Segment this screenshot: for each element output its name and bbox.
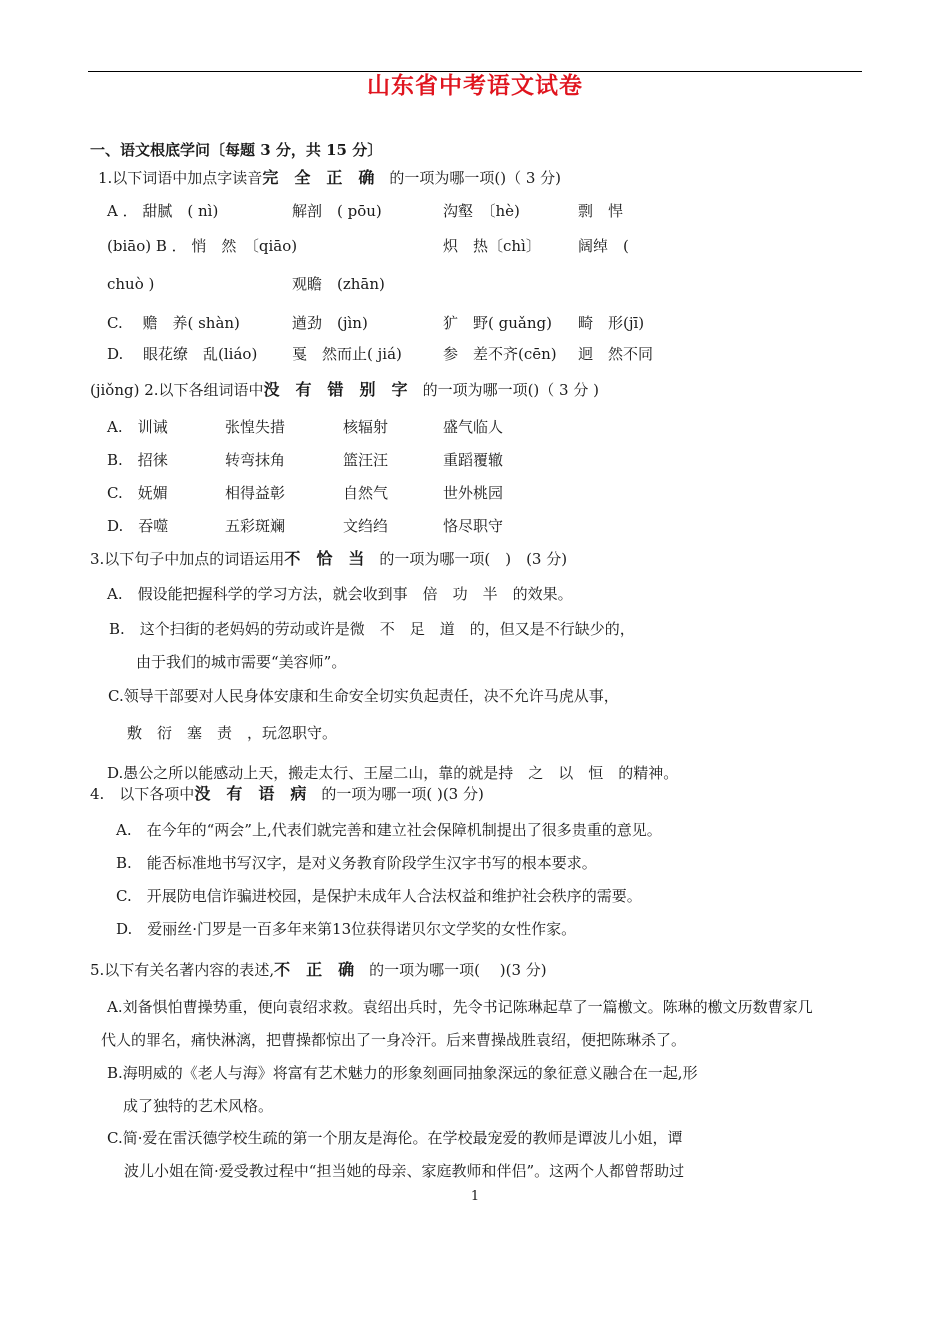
q2-option-cell: 恪尽职守 (443, 517, 504, 535)
q5-option-a-line1: A.刘备惧怕曹操势重，便向袁绍求救。袁绍出兵时，先令书记陈琳起草了一篇檄文。陈琳的檄文历数曹家几 (107, 998, 813, 1016)
q2-option-cell: C. 妩媚 (107, 484, 168, 502)
q5-option-c-line2: 波儿小姐在简·爱受教过程中“担当她的母亲、家庭教师和伴侣”。这两个人都曾帮助过 (124, 1162, 685, 1180)
q1-option-cell: D. 眼花缭 乱(liáo) (107, 345, 258, 363)
q1-option-cell: 迥 然不同 (578, 345, 654, 363)
stem-emphasis: 没 有 错 别 字 (263, 380, 408, 399)
stem-text: 的一项为哪一项( )(3 分) (369, 961, 547, 979)
q3-option-b-line1: B. 这个扫街的老妈妈的劳动或许是微 不 足 道 的，但又是不行缺少的， (109, 620, 635, 638)
stem-emphasis: 不 正 确 (274, 960, 355, 979)
question-4-stem (90, 784, 484, 804)
q1-option-cell: C. 赡 养( shàn) (107, 314, 240, 332)
question-3-stem (90, 549, 567, 569)
q5-option-a-line2: 代人的罪名，痛快淋漓，把曹操都惊出了一身冷汗。后来曹操战胜袁绍，便把陈琳杀了。 (101, 1031, 687, 1049)
q2-option-cell: A. 训诫 (107, 418, 168, 436)
q2-option-cell: 五彩斑斓 (225, 517, 286, 535)
q2-option-cell: 张惶失措 (225, 418, 286, 436)
q1-option-cell: A ． 甜腻 ( nì) (107, 202, 219, 220)
q1-option-cell: 剽 悍 (578, 202, 624, 220)
q3-option-b-line2: 由于我们的城市需要“美容师”。 (136, 653, 347, 671)
q4-option-b: B. 能否标准地书写汉字，是对义务教育阶段学生汉字书写的根本要求。 (116, 854, 597, 872)
q1-option-cell: (biāo) B ． 悄 然 〔qiāo) (107, 237, 298, 255)
page-title: 山东省中考语文试卷 (367, 73, 583, 99)
q1-option-cell: 戛 然而止( jiá) (292, 345, 402, 363)
q1-option-cell: 遒劲 (jìn) (292, 314, 368, 332)
q1-option-cell: 观瞻 (zhān) (292, 275, 385, 293)
q3-option-d: D.愚公之所以能感动上天，搬走太行、王屋二山，靠的就是持 之 以 恒 的精神。 (107, 764, 679, 782)
q1-option-cell: chuò ) (107, 275, 155, 293)
stem-text: 3.以下句子中加点的词语运用 (90, 550, 285, 568)
q4-option-d: D. 爱丽丝·门罗是一百多年来第13位获得诺贝尔文学奖的女性作家。 (116, 920, 577, 938)
q2-option-cell: 盛气临人 (443, 418, 504, 436)
stem-text: 1.以下词语中加点字读音 (98, 169, 263, 187)
stem-text: 的一项为哪一项( )(3 分) (321, 785, 484, 803)
q1-option-cell: 参 差不齐(cēn) (443, 345, 557, 363)
question-5-stem (90, 960, 547, 980)
q1-option-cell: 解剖 ( pōu) (292, 202, 382, 220)
stem-text: 的一项为哪一项()（ 3 分) (389, 169, 561, 187)
q2-option-cell: 世外桃园 (443, 484, 504, 502)
q2-option-cell: 转弯抹角 (225, 451, 286, 469)
q1-option-cell: 炽 热〔chì〕 (443, 237, 541, 255)
q2-option-cell: 文绉绉 (343, 517, 389, 535)
stem-emphasis: 不 恰 当 (284, 549, 365, 568)
q2-option-cell: D. 吞噬 (107, 517, 169, 535)
stem-emphasis: 没 有 语 病 (194, 784, 307, 803)
q1-option-cell: 阔绰 ( (578, 237, 629, 255)
q1-option-cell: 畸 形(jī) (578, 314, 645, 332)
q2-option-cell: 重蹈覆辙 (443, 451, 504, 469)
stem-emphasis: 完 全 正 确 (262, 168, 375, 187)
q1-option-cell: 犷 野( guǎng) (443, 314, 552, 332)
stem-text: 4. 以下各项中 (90, 785, 195, 803)
stem-text: 5.以下有关名著内容的表述, (90, 961, 275, 979)
q2-option-cell: 篮汪汪 (343, 451, 389, 469)
question-1-stem (98, 168, 561, 188)
q1-option-cell: 沟壑 〔hè) (443, 202, 520, 220)
page-number: 1 (470, 1189, 480, 1204)
q5-option-b-line2: 成了独特的艺术风格。 (123, 1097, 274, 1115)
q2-option-cell: 核辐射 (343, 418, 389, 436)
section-heading: 一、语文根底学问〔每题 3 分，共 15 分〕 (90, 141, 383, 159)
q2-option-cell: B. 招徕 (107, 451, 168, 469)
q2-option-cell: 自然气 (343, 484, 389, 502)
q4-option-a: A. 在今年的“两会”上,代表们就完善和建立社会保障机制提出了很多贵重的意见。 (116, 821, 662, 839)
stem-text: (jiǒng) 2.以下各组词语中 (90, 381, 264, 399)
q2-option-cell: 相得益彰 (225, 484, 286, 502)
q5-option-c-line1: C.简·爱在雷沃德学校生疏的第一个朋友是海伦。在学校最宠爱的教师是谭波儿小姐，谭 (107, 1129, 683, 1147)
q4-option-c: C. 开展防电信诈骗进校园，是保护未成年人合法权益和维护社会秩序的需要。 (116, 887, 642, 905)
q3-option-a: A. 假设能把握科学的学习方法，就会收到事 倍 功 半 的效果。 (107, 585, 573, 603)
q3-option-c-line1: C.领导干部要对人民身体安康和生命安全切实负起责任，决不允许马虎从事， (108, 687, 619, 705)
q5-option-b-line1: B.海明威的《老人与海》将富有艺术魅力的形象刻画同抽象深远的象征意义融合在一起,形 (107, 1064, 698, 1082)
stem-text: 的一项为哪一项()（ 3 分 ) (422, 381, 599, 399)
q3-option-c-line2: 敷 衍 塞 责 ，玩忽职守。 (127, 724, 338, 742)
stem-text: 的一项为哪一项( ) (3 分) (379, 550, 568, 568)
question-2-stem (90, 380, 599, 400)
